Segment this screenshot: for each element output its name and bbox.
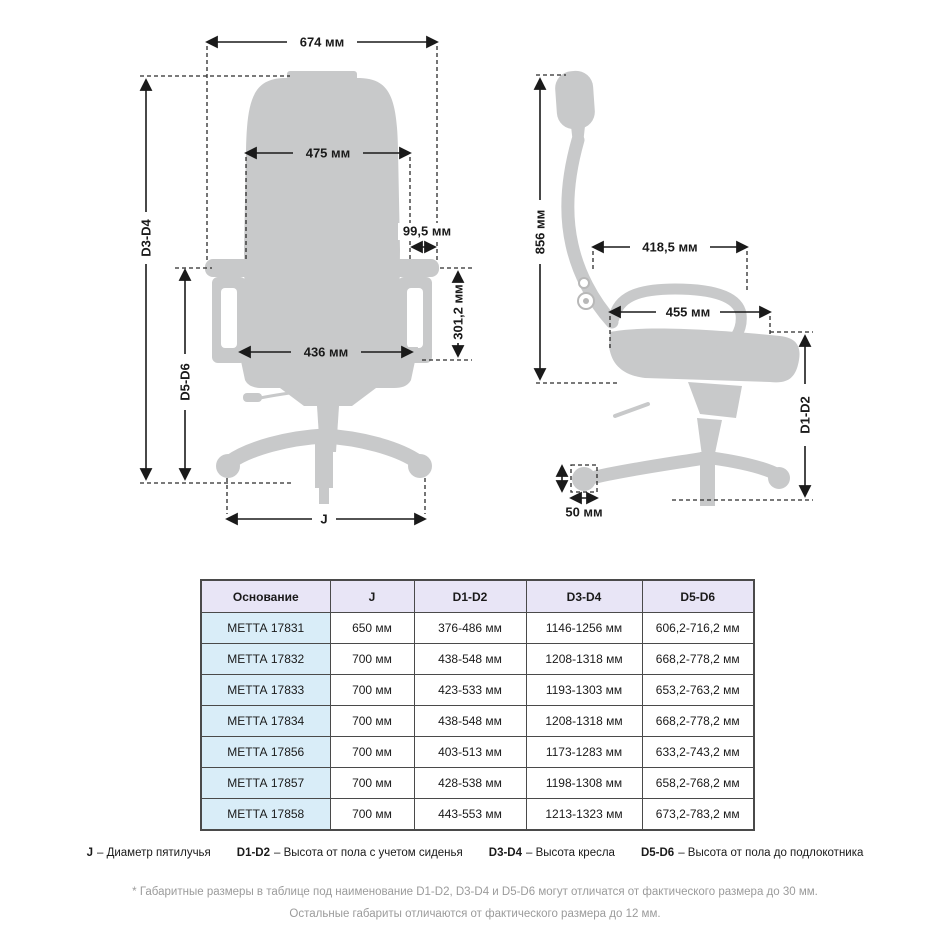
table-cell: 700 мм (330, 675, 414, 706)
col-header-j: J (330, 580, 414, 613)
legend-item-j (87, 847, 211, 859)
dim-armrest-height (451, 272, 466, 356)
legend-term: D5-D6 (640, 847, 675, 859)
table-row (201, 706, 754, 737)
table-cell: 633,2-743,2 мм (642, 737, 754, 768)
table-cell: 700 мм (330, 737, 414, 768)
table-cell: 438-548 мм (414, 644, 526, 675)
table-cell: 606,2-716,2 мм (642, 613, 754, 644)
armrest-right-window (407, 288, 423, 348)
chair-height-code-label: D3-D4 (138, 219, 154, 257)
base-center-foot (319, 488, 329, 504)
table-cell: 673,2-783,2 мм (642, 799, 754, 831)
table-cell: 1146-1256 мм (526, 613, 642, 644)
backrest-depth-label: 418,5 мм (642, 239, 698, 255)
base-model-cell: МЕТТА 17858 (201, 799, 330, 831)
dim-backrest-height (533, 79, 548, 379)
mechanism-side (688, 382, 742, 418)
base-arm-right (324, 436, 418, 462)
table-cell: 438-548 мм (414, 706, 526, 737)
seat-side (609, 329, 800, 383)
legend-desc: – Высота кресла (526, 847, 615, 859)
caster-right (408, 454, 432, 478)
table-row (201, 613, 754, 644)
table-cell: 376-486 мм (414, 613, 526, 644)
dim-base-diameter (227, 512, 425, 527)
legend-term: J (86, 847, 93, 859)
table-row (201, 644, 754, 675)
spec-table (200, 579, 755, 831)
legend-desc: – Высота от пола до подлокотника (678, 847, 864, 859)
caster-side-front (572, 467, 596, 491)
headrest-side (554, 70, 596, 131)
table-cell: 1193-1303 мм (526, 675, 642, 706)
table-cell: 658,2-768,2 мм (642, 768, 754, 799)
table-row (201, 675, 754, 706)
table-cell: 1213-1323 мм (526, 799, 642, 831)
table-cell: 1208-1318 мм (526, 644, 642, 675)
footnote (0, 881, 950, 925)
armrest-floor-code-label: D5-D6 (177, 363, 193, 401)
footnote-line-2: Остальные габариты отличаются от фактического размера до 12 мм. (289, 908, 661, 920)
table-cell: 1208-1318 мм (526, 706, 642, 737)
base-model-cell: МЕТТА 17831 (201, 613, 330, 644)
armrest-height-label: 301,2 мм (450, 284, 466, 340)
table-cell: 423-533 мм (414, 675, 526, 706)
caster-left (216, 454, 240, 478)
table-cell: 653,2-763,2 мм (642, 675, 754, 706)
chair-side-silhouette (554, 70, 800, 506)
chair-front-silhouette (205, 71, 439, 504)
caster-side-rear (768, 467, 790, 489)
base-center-leg (315, 432, 333, 488)
dim-overall-width (207, 35, 437, 50)
table-cell: 668,2-778,2 мм (642, 644, 754, 675)
caster-size-label: 50 мм (565, 504, 603, 520)
table-cell: 1173-1283 мм (526, 737, 642, 768)
table-cell: 650 мм (330, 613, 414, 644)
table-cell: 668,2-778,2 мм (642, 706, 754, 737)
table-cell: 700 мм (330, 799, 414, 831)
base-post-side (700, 452, 715, 506)
tension-knob-center (583, 298, 589, 304)
col-header-d3d4: D3-D4 (526, 580, 642, 613)
backrest-width-label: 475 мм (305, 145, 351, 161)
table-cell: 1198-1308 мм (526, 768, 642, 799)
table-cell: 700 мм (330, 706, 414, 737)
side-view (533, 70, 814, 520)
col-header-d5d6: D5-D6 (642, 580, 754, 613)
legend-item-d1d2 (237, 847, 463, 859)
table-row (201, 737, 754, 768)
base-model-cell: МЕТТА 17856 (201, 737, 330, 768)
dim-armrest-offset (398, 223, 456, 247)
legend-term: D3-D4 (488, 847, 522, 859)
legend-item-d3d4 (489, 847, 615, 859)
backrest-height-label: 856 мм (532, 209, 548, 255)
seat-width-label: 436 мм (303, 344, 349, 360)
armrest-right-pad (391, 259, 439, 277)
adjust-lever-tip (243, 393, 262, 402)
armrest-left-pad (205, 259, 253, 277)
seat-floor-code-label: D1-D2 (797, 396, 813, 434)
dim-backrest-depth (593, 240, 747, 255)
table-cell: 443-553 мм (414, 799, 526, 831)
seat-underside (280, 388, 376, 406)
front-view (139, 35, 473, 527)
tension-knob-small (579, 278, 589, 288)
base-model-cell: МЕТТА 17833 (201, 675, 330, 706)
legend-term: D1-D2 (236, 847, 271, 859)
base-model-cell: МЕТТА 17857 (201, 768, 330, 799)
base-arm-side-right (712, 458, 778, 475)
legend-item-d5d6 (641, 847, 863, 859)
dimension-legend (0, 847, 950, 859)
armrest-offset-label: 99,5 мм (402, 223, 452, 239)
mechanism-lever (615, 404, 648, 416)
legend-desc: – Высота от пола с учетом сиденья (274, 847, 463, 859)
base-model-cell: МЕТТА 17834 (201, 706, 330, 737)
table-cell: 428-538 мм (414, 768, 526, 799)
base-diameter-code-label: J (320, 511, 328, 527)
overall-width-label: 674 мм (299, 34, 345, 50)
table-cell: 700 мм (330, 768, 414, 799)
col-header-base: Основание (201, 580, 330, 613)
base-arm-side-left (596, 458, 705, 477)
seat-depth-label: 455 мм (665, 304, 711, 320)
dim-seat-floor (798, 336, 813, 496)
table-row (201, 768, 754, 799)
armrest-left-window (221, 288, 237, 348)
legend-desc: – Диаметр пятилучья (96, 847, 211, 859)
backrest-front (244, 78, 400, 347)
dim-armrest-floor (178, 270, 193, 479)
table-cell: 700 мм (330, 644, 414, 675)
table-cell: 403-513 мм (414, 737, 526, 768)
col-header-d1d2: D1-D2 (414, 580, 526, 613)
base-arm-left (230, 436, 324, 462)
footnote-line-1: * Габаритные размеры в таблице под наименование D1-D2, D3-D4 и D5-D6 могут отличатся от фактического размера до 30 мм. (132, 886, 818, 898)
table-row (201, 799, 754, 831)
table-header-row (201, 580, 754, 613)
base-model-cell: МЕТТА 17832 (201, 644, 330, 675)
dim-chair-height (139, 80, 154, 479)
